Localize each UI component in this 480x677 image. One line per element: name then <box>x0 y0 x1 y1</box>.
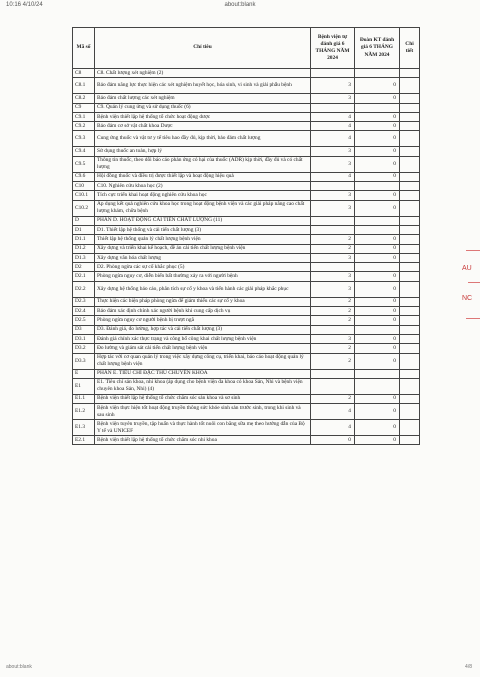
row-code: C10.2 <box>73 200 95 216</box>
row-code: E2.1 <box>73 436 95 445</box>
row-hospital-score: 4 <box>311 122 355 131</box>
row-criteria: Đo lường và giám sát cải tiến chất lượng bệnh viện <box>95 344 311 353</box>
row-criteria: Tích cực triển khai hoạt động nghiên cứu khoa học <box>95 191 311 200</box>
footer-page-number: 4/8 <box>465 664 472 670</box>
row-criteria: Phòng ngừa nguy cơ, diễn biến bất thường xảy ra với người bệnh <box>95 272 311 281</box>
row-criteria: D1. Thiết lập hệ thống và cải tiến chất lượng (3) <box>95 225 311 234</box>
row-team-score <box>355 225 400 234</box>
row-team-score: 0 <box>355 122 400 131</box>
row-detail <box>400 112 420 121</box>
row-code: D2.1 <box>73 272 95 281</box>
table-row <box>73 272 420 281</box>
row-hospital-score: 2 <box>311 394 355 403</box>
table-row <box>73 94 420 103</box>
table-header-row <box>73 28 420 69</box>
row-criteria: C8. Chất lượng xét nghiệm (2) <box>95 69 311 78</box>
row-code: D2.2 <box>73 281 95 297</box>
row-hospital-score: 4 <box>311 172 355 181</box>
row-team-score: 0 <box>355 78 400 94</box>
row-criteria: PHẦN E. TIÊU CHÍ ĐẶC THÙ CHUYÊN KHOA <box>95 369 311 378</box>
table-row <box>73 182 420 191</box>
row-team-score <box>355 69 400 78</box>
row-code: E1.1 <box>73 394 95 403</box>
row-hospital-score: 3 <box>311 281 355 297</box>
row-hospital-score: 3 <box>311 334 355 343</box>
row-hospital-score: 4 <box>311 131 355 147</box>
table-row <box>73 353 420 369</box>
row-criteria: Cung ứng thuốc và vật tư y tế tiêu hao đầy đủ, kịp thời, bảo đảm chất lượng <box>95 131 311 147</box>
row-team-score: 0 <box>355 272 400 281</box>
table-row <box>73 316 420 325</box>
row-code: C10 <box>73 182 95 191</box>
row-hospital-score: 3 <box>311 147 355 156</box>
row-code: C8.2 <box>73 94 95 103</box>
row-hospital-score: 3 <box>311 191 355 200</box>
row-hospital-score <box>311 369 355 378</box>
row-criteria: C9. Quản lý cung ứng và sử dụng thuốc (6) <box>95 103 311 112</box>
row-detail <box>400 216 420 225</box>
table-row <box>73 394 420 403</box>
row-detail <box>400 369 420 378</box>
row-hospital-score: 2 <box>311 316 355 325</box>
row-team-score: 0 <box>355 244 400 253</box>
table-row <box>73 103 420 112</box>
edge-line <box>466 318 480 319</box>
row-hospital-score: 3 <box>311 94 355 103</box>
row-team-score <box>355 325 400 334</box>
row-detail <box>400 191 420 200</box>
row-criteria: Đánh giá chính xác thực trạng và công bố công khai chất lượng bệnh viện <box>95 334 311 343</box>
row-hospital-score: 2 <box>311 344 355 353</box>
table-row <box>73 404 420 420</box>
row-detail <box>400 225 420 234</box>
evaluation-table <box>72 27 420 445</box>
row-detail <box>400 436 420 445</box>
row-code: D3.2 <box>73 344 95 353</box>
table-row <box>73 235 420 244</box>
row-detail <box>400 353 420 369</box>
row-detail <box>400 131 420 147</box>
row-criteria: Bệnh viện tuyên truyền, tập huấn và thực hành tốt nuôi con bằng sữa mẹ theo hướng dẫn của Bộ Y tế và UNICEF <box>95 420 311 436</box>
row-criteria: E1. Tiêu chí sản khoa, nhi khoa (áp dụng cho bệnh viện đa khoa có khoa Sản, Nhi và bệnh viện chuyên khoa Sản, Nhi) (4) <box>95 378 311 394</box>
edge-line <box>466 250 480 251</box>
row-hospital-score: 3 <box>311 200 355 216</box>
row-code: D1.2 <box>73 244 95 253</box>
row-criteria: Hội đồng thuốc và điều trị được thiết lập và hoạt động hiệu quả <box>95 172 311 181</box>
row-code: C9.3 <box>73 131 95 147</box>
row-detail <box>400 200 420 216</box>
row-code: D3.1 <box>73 334 95 343</box>
row-hospital-score: 3 <box>311 272 355 281</box>
row-hospital-score <box>311 182 355 191</box>
table-row <box>73 172 420 181</box>
print-datetime: 10:16 4/10/24 <box>6 2 43 8</box>
row-hospital-score: 0 <box>311 436 355 445</box>
table-row <box>73 307 420 316</box>
table-row <box>73 378 420 394</box>
table-row <box>73 156 420 172</box>
edge-line <box>468 282 480 283</box>
row-team-score: 0 <box>355 281 400 297</box>
row-criteria: Xây dựng văn hóa chất lượng <box>95 253 311 262</box>
row-team-score: 0 <box>355 253 400 262</box>
edge-mark-b: NC <box>462 295 473 302</box>
row-criteria: Thực hiện các biện pháp phòng ngừa để giảm thiểu các sự cố y khoa <box>95 297 311 306</box>
row-criteria: Sử dụng thuốc an toàn, hợp lý <box>95 147 311 156</box>
row-team-score <box>355 182 400 191</box>
row-criteria: PHẦN D. HOẠT ĐỘNG CẢI TIẾN CHẤT LƯỢNG (11) <box>95 216 311 225</box>
row-code: D <box>73 216 95 225</box>
row-code: C9.2 <box>73 122 95 131</box>
row-team-score <box>355 369 400 378</box>
row-detail <box>400 172 420 181</box>
row-detail <box>400 69 420 78</box>
row-criteria: C10. Nghiên cứu khoa học (2) <box>95 182 311 191</box>
row-team-score <box>355 216 400 225</box>
row-code: E1.2 <box>73 404 95 420</box>
table-row <box>73 369 420 378</box>
table-row <box>73 200 420 216</box>
row-hospital-score: 3 <box>311 78 355 94</box>
row-code: D1.1 <box>73 235 95 244</box>
row-hospital-score <box>311 216 355 225</box>
row-detail <box>400 263 420 272</box>
row-detail <box>400 281 420 297</box>
row-team-score: 0 <box>355 307 400 316</box>
row-code: C8.1 <box>73 78 95 94</box>
row-detail <box>400 394 420 403</box>
col-hospital-header: Bệnh viện tự đánh giá 6 THÁNG NĂM 2024 <box>311 28 355 69</box>
row-criteria: Xây dựng hệ thống báo cáo, phân tích sự cố y khoa và tiến hành các giải pháp khắc phục <box>95 281 311 297</box>
row-code: D2.5 <box>73 316 95 325</box>
row-hospital-score: 2 <box>311 235 355 244</box>
row-code: D2.4 <box>73 307 95 316</box>
row-hospital-score <box>311 103 355 112</box>
row-code: C8 <box>73 69 95 78</box>
row-criteria: Bệnh viện thiết lập hệ thống tổ chức chăm sóc nhi khoa <box>95 436 311 445</box>
row-code: D2.3 <box>73 297 95 306</box>
row-criteria: Áp dụng kết quả nghiên cứu khoa học trong hoạt động bệnh viện và các giải pháp nâng cao chất lượng khám, chữa bệnh <box>95 200 311 216</box>
row-detail <box>400 235 420 244</box>
row-detail <box>400 78 420 94</box>
row-code: D3 <box>73 325 95 334</box>
row-detail <box>400 344 420 353</box>
row-team-score: 0 <box>355 112 400 121</box>
table-row <box>73 216 420 225</box>
table-row <box>73 420 420 436</box>
row-team-score: 0 <box>355 297 400 306</box>
table-row <box>73 244 420 253</box>
row-criteria: D3. Đánh giá, đo lường, hợp tác và cải tiến chất lượng (3) <box>95 325 311 334</box>
row-code: C9.5 <box>73 156 95 172</box>
row-criteria: Bảo đảm xác định chính xác người bệnh khi cung cấp dịch vụ <box>95 307 311 316</box>
row-team-score <box>355 378 400 394</box>
table-row <box>73 281 420 297</box>
table-row <box>73 147 420 156</box>
row-detail <box>400 334 420 343</box>
row-hospital-score: 2 <box>311 353 355 369</box>
edge-mark-a: AU <box>462 265 472 272</box>
table-row <box>73 253 420 262</box>
row-code: C9.6 <box>73 172 95 181</box>
row-detail <box>400 420 420 436</box>
row-team-score: 0 <box>355 94 400 103</box>
table-row <box>73 325 420 334</box>
col-code-header: Mã số <box>73 28 95 69</box>
print-title: about:blank <box>224 2 256 8</box>
row-criteria: Bảo đảm chất lượng các xét nghiệm <box>95 94 311 103</box>
row-code: D1 <box>73 225 95 234</box>
row-team-score: 0 <box>355 394 400 403</box>
table-row <box>73 131 420 147</box>
row-hospital-score <box>311 378 355 394</box>
row-criteria: Phòng ngừa nguy cơ người bệnh bị trượt ngã <box>95 316 311 325</box>
row-code: E1.3 <box>73 420 95 436</box>
col-criteria-header: Chỉ tiêu <box>95 28 311 69</box>
row-hospital-score: 4 <box>311 420 355 436</box>
row-detail <box>400 307 420 316</box>
row-hospital-score <box>311 263 355 272</box>
row-team-score: 0 <box>355 316 400 325</box>
row-team-score: 0 <box>355 131 400 147</box>
row-team-score: 0 <box>355 404 400 420</box>
row-detail <box>400 244 420 253</box>
row-criteria: Bệnh viện thiết lập hệ thống tổ chức hoạt động dược <box>95 112 311 121</box>
table-row <box>73 436 420 445</box>
row-criteria: Thông tin thuốc, theo dõi báo cáo phản ứng có hại của thuốc (ADR) kịp thời, đầy đủ và có chất lượng <box>95 156 311 172</box>
row-criteria: Xây dựng và triển khai kế hoạch, đề án cải tiến chất lượng bệnh viện <box>95 244 311 253</box>
row-team-score: 0 <box>355 191 400 200</box>
row-team-score: 0 <box>355 420 400 436</box>
row-hospital-score: 4 <box>311 404 355 420</box>
row-code: D3.3 <box>73 353 95 369</box>
row-code: C9.4 <box>73 147 95 156</box>
table-row <box>73 344 420 353</box>
row-detail <box>400 316 420 325</box>
footer-url: about:blank <box>6 664 32 670</box>
row-detail <box>400 147 420 156</box>
row-team-score: 0 <box>355 200 400 216</box>
row-code: C9 <box>73 103 95 112</box>
table-row <box>73 122 420 131</box>
table-row <box>73 69 420 78</box>
row-detail <box>400 103 420 112</box>
table-row <box>73 225 420 234</box>
row-hospital-score: 3 <box>311 253 355 262</box>
row-detail <box>400 297 420 306</box>
row-criteria: Hợp tác với cơ quan quản lý trong việc xây dựng công cụ, triển khai, báo cáo hoạt động quản lý chất lượng bệnh viện <box>95 353 311 369</box>
row-team-score <box>355 263 400 272</box>
row-criteria: Bảo đảm cơ sở vật chất khoa Dược <box>95 122 311 131</box>
row-detail <box>400 404 420 420</box>
row-hospital-score <box>311 225 355 234</box>
row-detail <box>400 156 420 172</box>
row-code: E <box>73 369 95 378</box>
table-row <box>73 334 420 343</box>
row-hospital-score: 2 <box>311 307 355 316</box>
row-team-score: 0 <box>355 147 400 156</box>
row-detail <box>400 378 420 394</box>
row-criteria: Thiết lập hệ thống quản lý chất lượng bệnh viện <box>95 235 311 244</box>
row-detail <box>400 325 420 334</box>
row-hospital-score: 2 <box>311 244 355 253</box>
table-row <box>73 191 420 200</box>
row-team-score: 0 <box>355 353 400 369</box>
row-team-score: 0 <box>355 172 400 181</box>
col-team-header: Đoàn KT đánh giá 6 THÁNG NĂM 2024 <box>355 28 400 69</box>
col-detail-header: Chi tiết <box>400 28 420 69</box>
row-detail <box>400 182 420 191</box>
row-hospital-score: 3 <box>311 156 355 172</box>
row-hospital-score <box>311 69 355 78</box>
row-detail <box>400 94 420 103</box>
row-hospital-score: 2 <box>311 297 355 306</box>
row-hospital-score <box>311 325 355 334</box>
row-criteria: Bệnh viện thiết lập hệ thống tổ chức chăm sóc sản khoa và sơ sinh <box>95 394 311 403</box>
row-criteria: Bệnh viện thực hiện tốt hoạt động truyền thông sức khỏe sinh sản trước sinh, trong khi sinh và sau sinh <box>95 404 311 420</box>
row-code: C9.1 <box>73 112 95 121</box>
row-team-score: 0 <box>355 334 400 343</box>
row-team-score <box>355 103 400 112</box>
row-code: E1 <box>73 378 95 394</box>
row-detail <box>400 272 420 281</box>
row-team-score: 0 <box>355 436 400 445</box>
row-hospital-score: 4 <box>311 112 355 121</box>
table-row <box>73 78 420 94</box>
row-code: D2 <box>73 263 95 272</box>
row-criteria: D2. Phòng ngừa các sự cố khắc phục (5) <box>95 263 311 272</box>
table-row <box>73 112 420 121</box>
row-team-score: 0 <box>355 156 400 172</box>
row-criteria: Bảo đảm năng lực thực hiện các xét nghiệm huyết học, hóa sinh, vi sinh và giải phẫu bệnh <box>95 78 311 94</box>
row-code: D1.3 <box>73 253 95 262</box>
row-team-score: 0 <box>355 344 400 353</box>
row-code: C10.1 <box>73 191 95 200</box>
table-row <box>73 263 420 272</box>
row-detail <box>400 122 420 131</box>
row-detail <box>400 253 420 262</box>
table-row <box>73 297 420 306</box>
row-team-score: 0 <box>355 235 400 244</box>
